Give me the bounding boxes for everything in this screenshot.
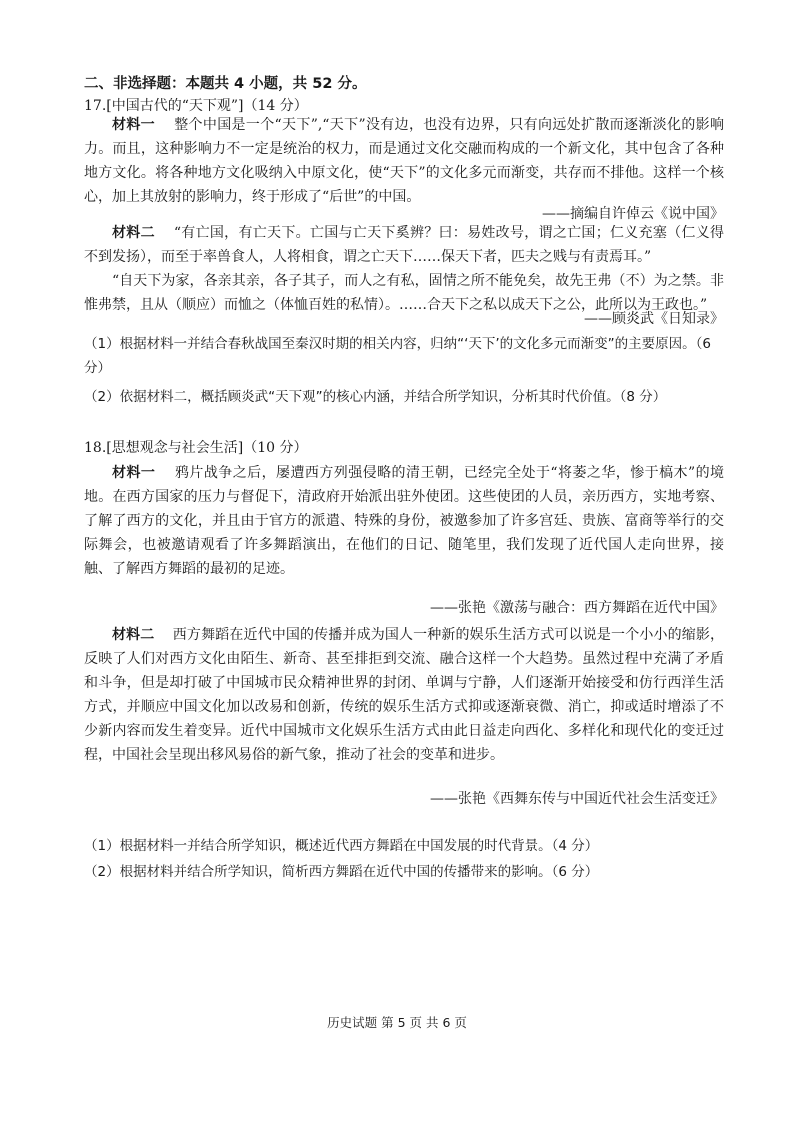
q18-material-2 [84, 623, 724, 767]
q17-material-1 [84, 113, 724, 209]
q17-material-1-source: ——摘编自许倬云《说中国》 [542, 206, 724, 222]
q18-material-1-text: 鸦片战争之后，屡遭西方列强侵略的清王朝，已经完全处于“将萎之华，惨于槁木”的境地。在西方国家的压力与督促下，清政府开始派出驻外使团。这些使团的人员，亲历西方，实地考察、了解了西方的文化，并且由于官方的派遣、特殊的身份，被邀参加了许多宫廷、贵族、富商等举行的交际舞会，也被邀请观看了许多舞蹈演出，在他们的日记、随笔里，我们发现了近代国人走向世界，接触、了解西方舞蹈的最初的足迹。 [84, 465, 725, 577]
q18-material-1-label: 材料一 [112, 465, 156, 481]
q17-material-2 [84, 221, 724, 269]
q17-material-2-label: 材料二 [112, 225, 155, 241]
page-footer: 历史试题 第 5 页 共 6 页 [327, 1015, 467, 1030]
q17-material-2-text-2: “自天下为家，各亲其亲，各子其子，而人之有私，固情之所不能免矣，故先王弗（不）为之禁。非惟弗禁，且从（顺应）而恤之（体恤百姓的私情）。……合天下之私以成天下之公，此所以为王政也。” [84, 273, 724, 313]
q18-material-2-source: ——张艳《西舞东传与中国近代社会生活变迁》 [430, 791, 724, 807]
q17-subquestion-1: （1）根据材料一并结合春秋战国至秦汉时期的相关内容，归纳“‘天下’的文化多元而渐变”的主要原因。（6 分） [84, 336, 711, 376]
q18-material-2-text: 西方舞蹈在近代中国的传播并成为国人一种新的娱乐生活方式可以说是一个小小的缩影，反映了人们对西方文化由陌生、新奇、甚至排拒到交流、融合这样一个大趋势。虽然过程中充满了矛盾和斗争，但是却打破了中国城市民众精神世界的封闭、单调与宁静，人们逐渐开始接受和仿行西洋生活方式，并顺应中国文化加以改易和创新，传统的娱乐生活方式抑或逐渐衰微、消亡，抑或适时增添了不少新内容而发生着变异。近代中国城市文化娱乐生活方式由此日益走向西化、多样化和现代化的变迁过程，中国社会呈现出移风易俗的新气象，推动了社会的变革和进步。 [84, 627, 725, 763]
q18-title: 18.[思想观念与社会生活]（10 分） [84, 440, 308, 456]
q18-material-1-source: ——张艳《激荡与融合：西方舞蹈在近代中国》 [430, 600, 724, 616]
q18-subquestion-1: （1）根据材料一并结合所学知识，概述近代西方舞蹈在中国发展的时代背景。（4 分） [84, 838, 599, 854]
q18-material-2-label: 材料二 [112, 627, 155, 643]
q17-material-2-text-1: “有亡国，有亡天下。亡国与亡天下奚辨？曰：易姓改号，谓之亡国；仁义充塞（仁义得不到发扬），而至于率兽食人，人将相食，谓之亡天下……保天下者，匹夫之贱与有责焉耳。” [84, 225, 725, 265]
q17-material-1-text: 整个中国是一个“天下”,“天下”没有边，也没有边界，只有向远处扩散而逐渐淡化的影响力。而且，这种影响力不一定是统治的权力，而是通过文化交融而构成的一个新文化，其中包含了各种地方文化。将各种地方文化吸纳入中原文化，使“天下”的文化多元而渐变，共存而不排他。这样一个核心，加上其放射的影响力，终于形成了“后世”的中国。 [84, 117, 725, 205]
q17-title: 17.[中国古代的“天下观”]（14 分） [84, 98, 308, 114]
q17-material-2-source: ——顾炎武《日知录》 [584, 311, 724, 327]
q18-material-1 [84, 461, 724, 581]
section-title: 二、非选择题：本题共 4 小题，共 52 分。 [84, 76, 367, 92]
q17-subquestion-2: （2）依据材料二，概括顾炎武“天下观”的核心内涵，并结合所学知识，分析其时代价值。（8 分） [84, 389, 667, 405]
q18-subquestion-2: （2）根据材料并结合所学知识，简析西方舞蹈在近代中国的传播带来的影响。（6 分） [84, 864, 599, 880]
q17-material-1-label: 材料一 [112, 117, 156, 133]
